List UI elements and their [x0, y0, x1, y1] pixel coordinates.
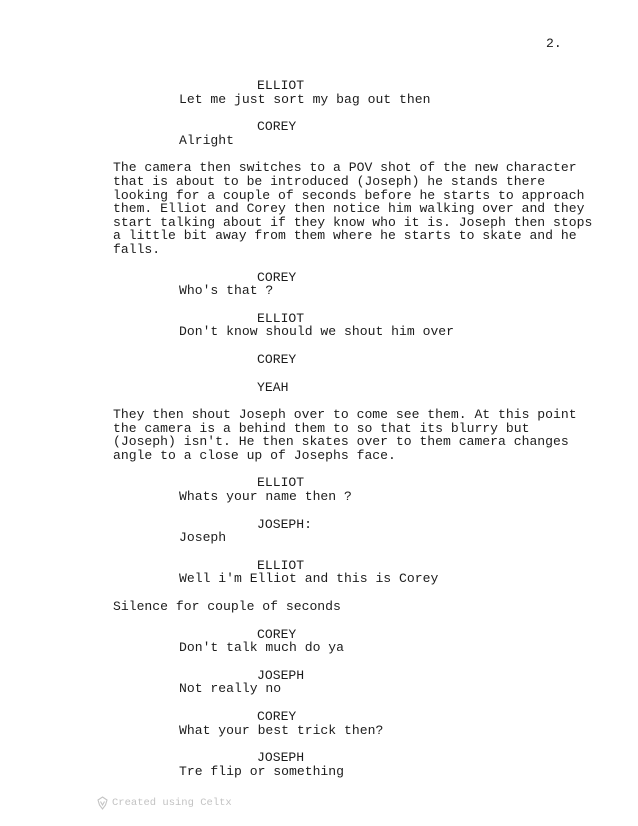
footer-text: Created using Celtx: [112, 796, 232, 809]
action-line: that is about to be introduced (Joseph) he stands there: [113, 173, 546, 189]
dialogue-line: Don't know should we shout him over: [179, 324, 455, 340]
character-name: ELLIOT: [257, 310, 305, 326]
dialogue-line: Let me just sort my bag out then: [179, 91, 431, 107]
action-block: [0, 600, 638, 614]
character-name: COREY: [257, 626, 297, 642]
script-body: [0, 79, 638, 778]
action-line: angle to a close up of Josephs face.: [113, 447, 396, 463]
dialogue-line: What your best trick then?: [179, 722, 384, 738]
action-line: They then shout Joseph over to come see them. At this point: [113, 407, 577, 423]
dialogue-line: Tre flip or something: [179, 763, 345, 779]
action-line: (Joseph) isn't. He then skates over to them camera changes: [113, 434, 569, 450]
dialogue-line: Alright: [179, 132, 235, 148]
action-line: a little bit away from them where he starts to skate and he: [113, 228, 577, 244]
character-name: ELLIOT: [257, 78, 305, 93]
character-name: COREY: [257, 119, 297, 135]
action-line: looking for a couple of seconds before he starts to approach: [113, 187, 585, 203]
page-number: 2.: [546, 36, 562, 51]
dialogue-line: Not really no: [179, 681, 282, 697]
dialogue-line: Joseph: [179, 530, 227, 546]
action-line: them. Elliot and Corey then notice him walking over and they: [113, 201, 585, 217]
celtx-footer: [97, 796, 232, 810]
action-block: [0, 408, 638, 462]
character-name: ELLIOT: [257, 475, 305, 491]
dialogue-line: Don't talk much do ya: [179, 640, 345, 656]
action-line: falls.: [113, 241, 161, 257]
character-name: YEAH: [257, 379, 289, 395]
character-name: JOSEPH: [257, 750, 305, 766]
dialogue-line: Well i'm Elliot and this is Corey: [179, 571, 439, 587]
action-line: Silence for couple of seconds: [113, 599, 341, 615]
dialogue-line: Who's that ?: [179, 283, 274, 299]
celtx-logo-icon: [97, 796, 108, 810]
character-name: JOSEPH: [257, 667, 305, 683]
character-name: COREY: [257, 709, 297, 724]
character-name: COREY: [257, 269, 297, 285]
dialogue-line: Whats your name then ?: [179, 489, 352, 505]
action-line: start talking about if they know who it is. Joseph then stops: [113, 214, 593, 230]
action-block: [0, 161, 638, 256]
character-name: COREY: [257, 351, 297, 367]
character-name: JOSEPH:: [257, 516, 313, 532]
character-name: ELLIOT: [257, 557, 305, 573]
action-line: The camera then switches to a POV shot of the new character: [113, 160, 577, 176]
action-line: the camera is a behind them to so that its blurry but: [113, 420, 530, 436]
